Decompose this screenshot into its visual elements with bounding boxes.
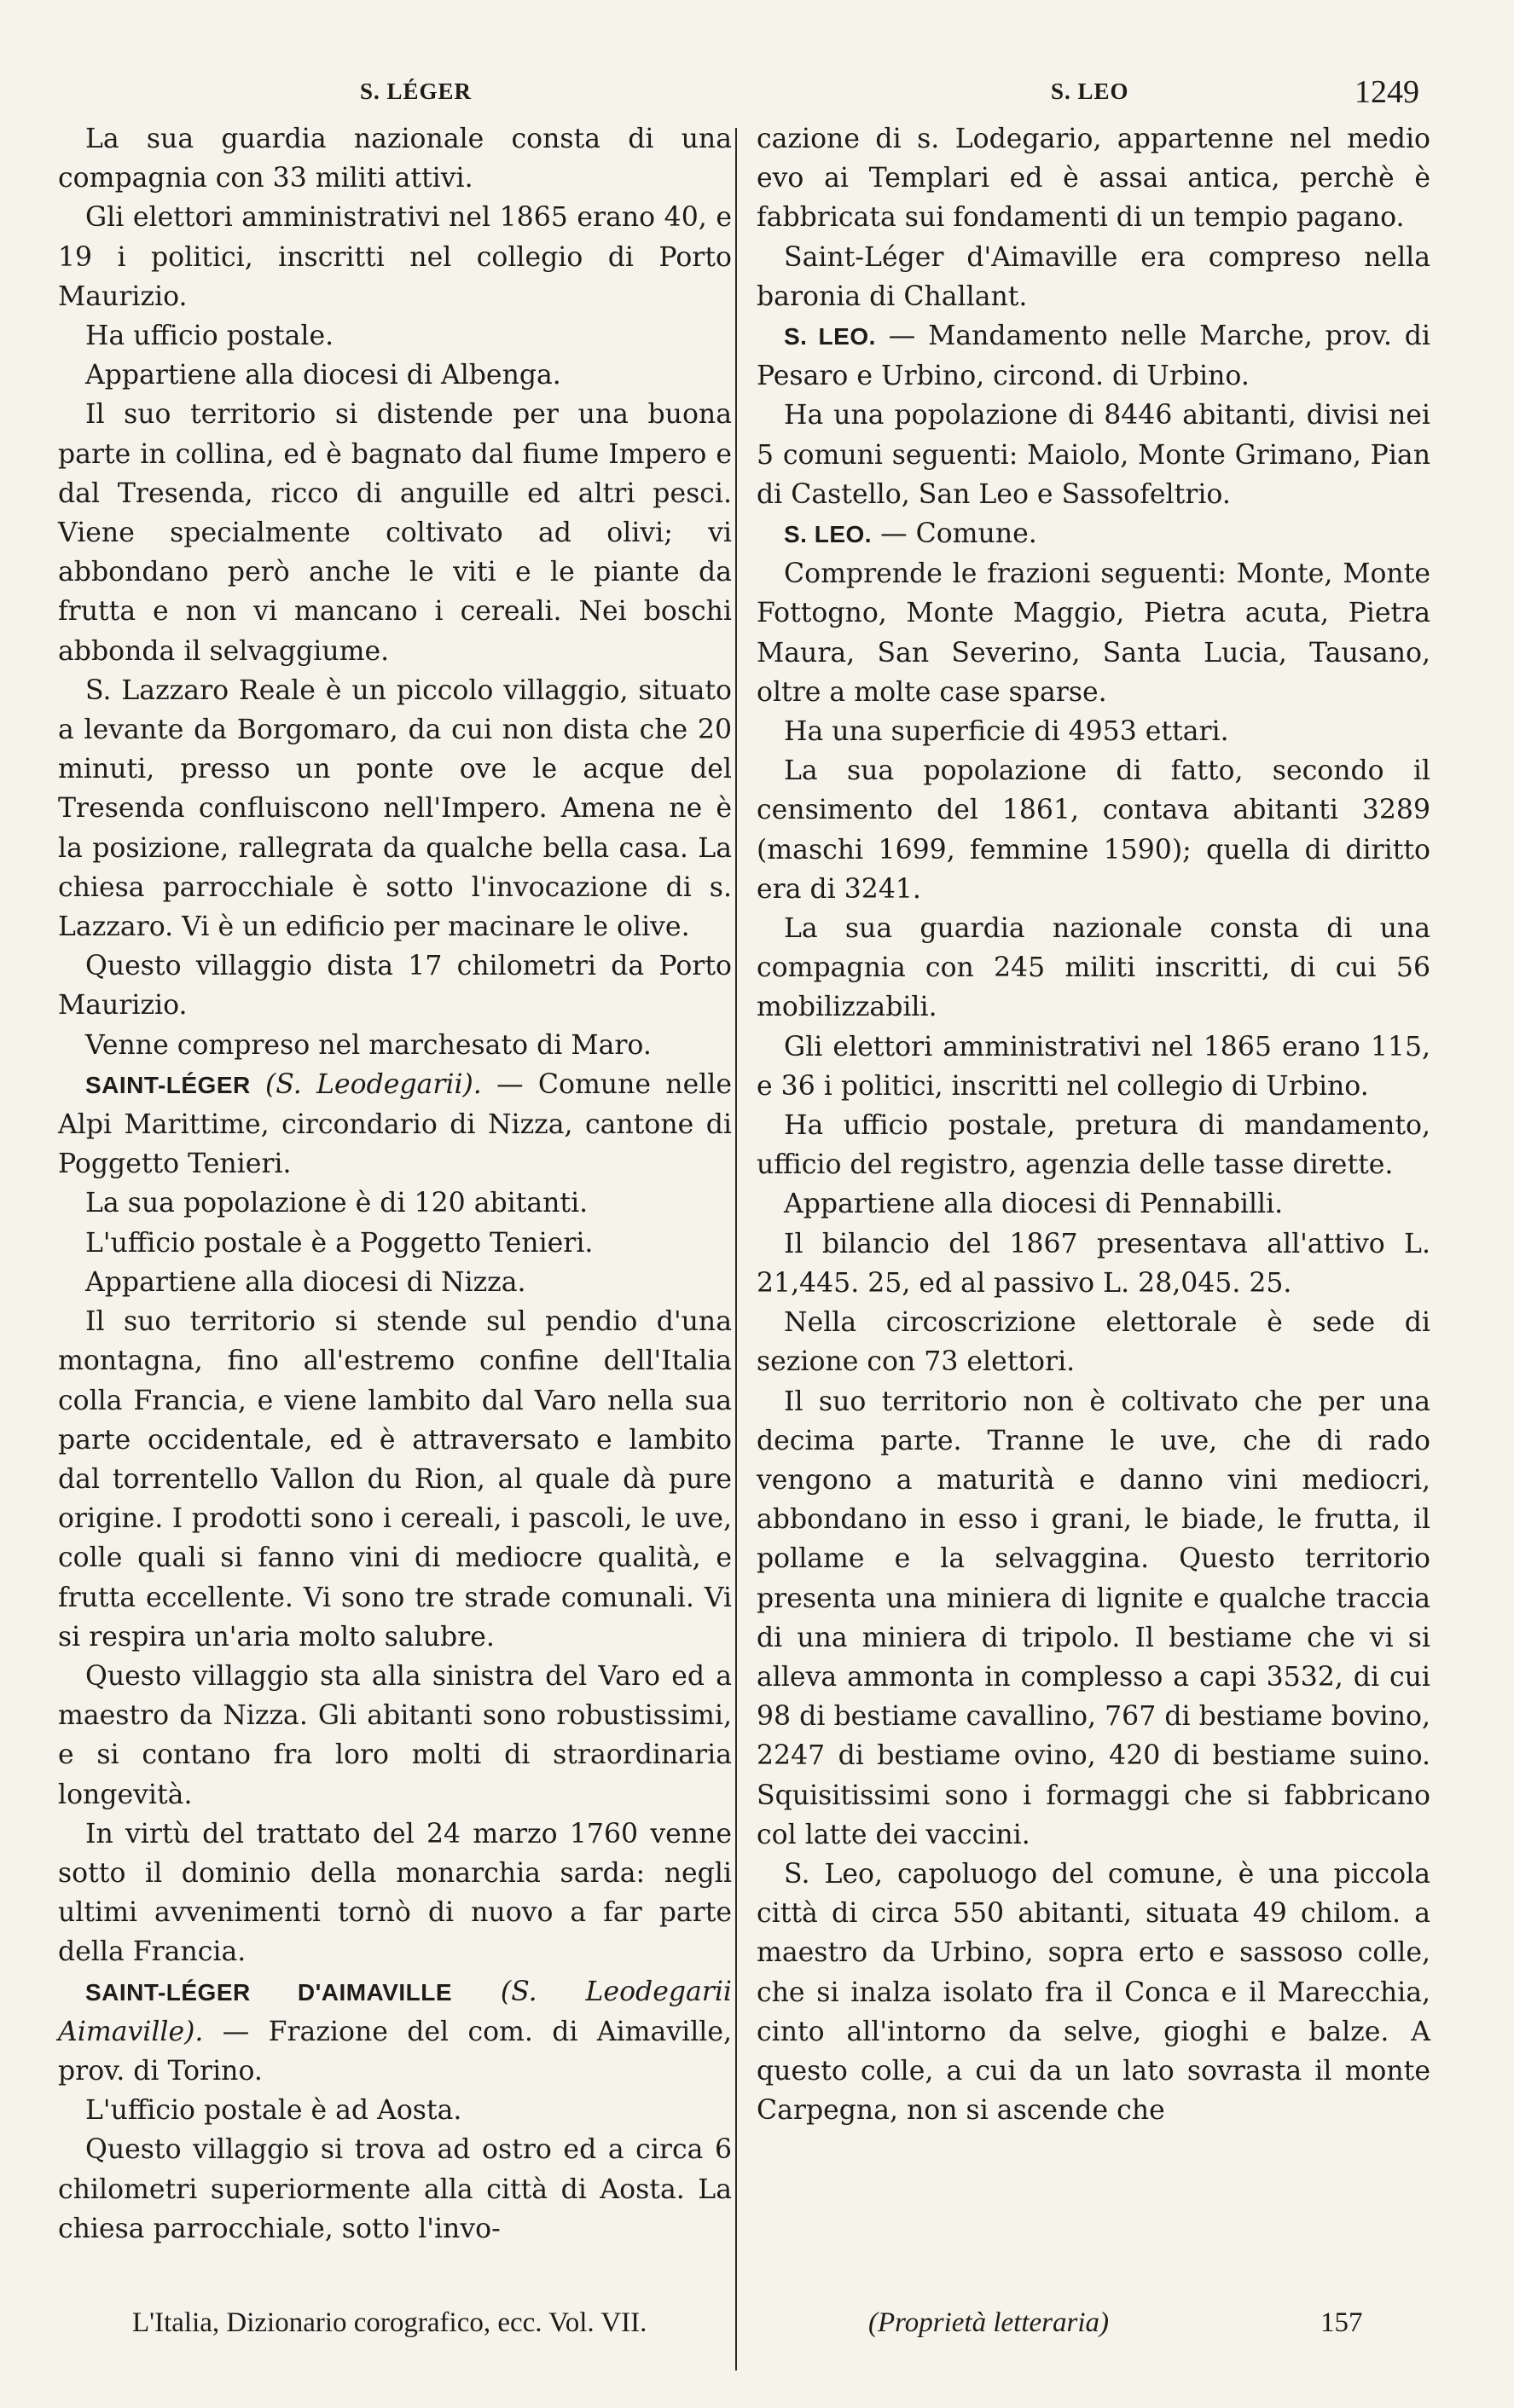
paragraph: Il bilancio del 1867 presentava all'attivo L. 21,445. 25, ed al passivo L. 28,045. 25. [757,1228,1430,1299]
paragraph: Gli elettori amministrativi nel 1865 erano 40, e 19 i politici, inscritti nel collegio di Porto Maurizio. [58,202,732,312]
paragraph: Appartiene alla diocesi di Nizza. [85,1266,526,1298]
running-header-left: S. LÉGER [360,78,473,104]
entry-heading: SAINT-LÉGER D'AIMAVILLE [85,1978,453,2006]
right-column [757,119,1430,2130]
entry-text: — Comune. [880,518,1037,550]
paragraph: S. Leo, capoluogo del comune, è una piccola città di circa 550 abitanti, situata 49 chilom. a maestro da Urbino, sopra erto e sassoso colle, che si inalza isolato fra il Conca e il Marecchia, cinto all'intorno da selve, gioghi e balze. A questo colle, a cui da un lato sovrasta il monte Carpegna, non si ascende che [757,1858,1430,2127]
footer-copyright: (Proprietà letteraria) [868,2307,1109,2338]
entry-s-leo-comune [757,514,1430,554]
paragraph: La sua popolazione di fatto, secondo il censimento del 1861, contava abitanti 3289 (maschi 1699, femmine 1590); quella di diritto era di 3241. [757,755,1430,905]
entry-saint-leger [58,1065,732,1184]
running-header-right: S. LEO [1051,78,1129,104]
entry-s-leo-mandamento [757,316,1430,396]
paragraph: In virtù del trattato del 24 marzo 1760 venne sotto il dominio della monarchia sarda: negli ultimi avvenimenti tornò di nuovo a far parte della Francia. [58,1818,732,1968]
paragraph: Il suo territorio si stende sul pendio d'una montagna, fino all'estremo confine dell'Italia colla Francia, e viene lambito dal Varo nella sua parte occidentale, ed è attraversato e lambito dal torrentello Vallon du Rion, al quale dà pure origine. I prodotti sono i cereali, i pascoli, le uve, colle quali si fanno vini di mediocre qualità, e frutta eccellente. Vi sono tre strade comunali. Vi si respira un'aria molto salubre. [58,1306,732,1653]
page-number: 1249 [1354,74,1419,110]
paragraph: Ha una superficie di 4953 ettari. [784,716,1229,748]
entry-heading: S. LEO. [784,521,873,548]
entry-heading: S. LEO. [784,323,876,350]
entry-latin-name: (S. Leodegarii). [265,1068,482,1100]
entry-text: — Comune nelle Alpi Marittime, circondario di Nizza, cantone di Poggetto Tenieri. [58,1068,733,1180]
paragraph: Ha ufficio postale, pretura di mandamento, ufficio del registro, agenzia delle tasse dirette. [757,1110,1430,1181]
paragraph: Questo villaggio sta alla sinistra del Varo ed a maestro da Nizza. Gli abitanti sono robustissimi, e si contano fra loro molti di straordinaria longevità. [58,1660,732,1810]
paragraph: L'ufficio postale è a Poggetto Tenieri. [85,1227,594,1259]
entry-text: — Frazione del com. di Aimaville, prov. di Torino. [58,2016,732,2087]
paragraph: Nella circoscrizione elettorale è sede di sezione con 73 elettori. [757,1307,1430,1378]
paragraph: Il suo territorio non è coltivato che per una decima parte. Tranne le uve, che di rado vengono a maturità e danno vini mediocri, abbondano in esso i grani, le biade, le frutta, il pollame e la selvaggina. Questo territorio presenta una miniera di lignite e qualche traccia di una miniera di tripolo. Il bestiame che vi si alleva ammonta in complesso a capi 3532, di cui 98 di bestiame cavallino, 767 di bestiame bovino, 2247 di bestiame ovino, 420 di bestiame suino. Squisitissimi sono i formaggi che si fabbricano col latte dei vaccini. [757,1386,1430,1850]
footer-title: L'Italia, Dizionario corografico, ecc. Vol. VII. [132,2307,647,2338]
paragraph: La sua guardia nazionale consta di una compagnia con 245 militi inscritti, di cui 56 mobilizzabili. [757,913,1430,1023]
paragraph: Ha una popolazione di 8446 abitanti, divisi nei 5 comuni seguenti: Maiolo, Monte Grimano, Pian di Castello, San Leo e Sassofeltrio. [757,400,1430,510]
paragraph: Gli elettori amministrativi nel 1865 erano 115, e 36 i politici, inscritti nel collegio di Urbino. [757,1031,1430,1102]
paragraph: cazione di s. Lodegario, appartenne nel medio evo ai Templari ed è assai antica, perchè è fabbricata sui fondamenti di un tempio pagano. [757,124,1430,234]
entry-latin-name: (S. Leodegarii Aimaville). [58,1976,732,2047]
paragraph: S. Lazzaro Reale è un piccolo villaggio, situato a levante da Borgomaro, da cui non dista che 20 minuti, presso un ponte ove le acque del Tresenda confluiscono nell'Impero. Amena ne è la posizione, rallegrata da qualche bella casa. La chiesa parrocchiale è sotto l'invocazione di s. Lazzaro. Vi è un edificio per macinare le olive. [58,674,732,943]
paragraph: Saint-Léger d'Aimaville era compreso nella baronia di Challant. [757,241,1430,312]
paragraph: La sua guardia nazionale consta di una compagnia con 33 militi attivi. [58,124,732,194]
paragraph: Questo villaggio si trova ad ostro ed a circa 6 chilometri superiormente alla città di Aosta. La chiesa parrocchiale, sotto l'invo- [58,2134,732,2244]
paragraph: L'ufficio postale è ad Aosta. [85,2095,462,2127]
column-divider [735,128,737,2370]
paragraph: Comprende le frazioni seguenti: Monte, Monte Fottogno, Monte Maggio, Pietra acuta, Pietra Maura, San Severino, Santa Lucia, Tausano, oltre a molte case sparse. [757,559,1430,708]
footer-signature-number: 157 [1320,2307,1363,2338]
entry-text: — Mandamento nelle Marche, prov. di Pesaro e Urbino, circond. di Urbino. [757,321,1431,392]
entry-saint-leger-aimaville [58,1972,732,2092]
paragraph: Venne compreso nel marchesato di Maro. [85,1029,652,1061]
paragraph: Il suo territorio si distende per una buona parte in collina, ed è bagnato dal fiume Impero e dal Tresenda, ricco di anguille ed altri pesci. Viene specialmente coltivato ad olivi; vi abbondano però anche le viti e le piante da frutta e non vi mancano i cereali. Nei boschi abbonda il selvaggiume. [58,399,732,667]
paragraph: La sua popolazione è di 120 abitanti. [85,1188,589,1219]
paragraph: Appartiene alla diocesi di Pennabilli. [784,1189,1284,1220]
paragraph: Questo villaggio dista 17 chilometri da Porto Maurizio. [58,951,732,1022]
left-column [58,119,732,2249]
entry-heading: SAINT-LÉGER [85,1071,251,1098]
paragraph: Ha ufficio postale. [85,321,334,352]
paragraph: Appartiene alla diocesi di Albenga. [85,360,561,391]
